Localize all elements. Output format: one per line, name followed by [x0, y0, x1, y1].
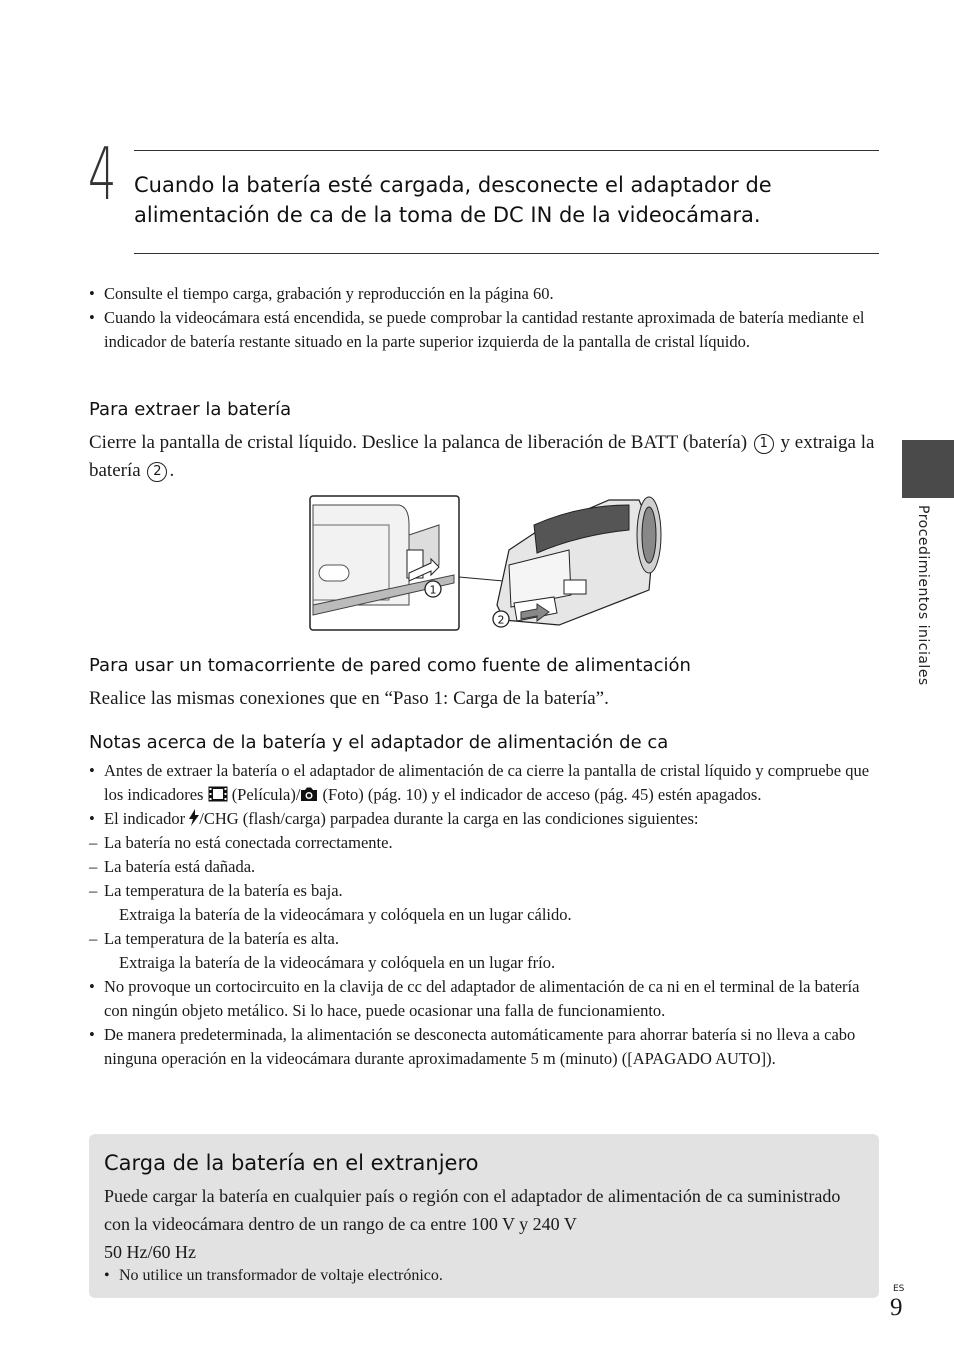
tomacorriente-text: Realice las mismas conexiones que en “Paso 1: Carga de la batería”. — [89, 688, 609, 709]
dash-item: – La temperatura de la batería es baja. — [89, 881, 343, 900]
camera-icon — [300, 787, 318, 802]
extraer-text: Cierre la pantalla de cristal líquido. Deslice la palanca de liberación de BATT (batería) 1 y extraiga la batería 2 . — [89, 432, 875, 481]
callout-1: 1 — [429, 583, 437, 597]
section-tab-label: Procedimientos iniciales — [915, 505, 931, 686]
battery-removal-illustration — [309, 495, 559, 635]
top-rule — [134, 150, 879, 151]
top-notes — [89, 282, 879, 354]
marker-1: 1 — [754, 434, 774, 454]
bottom-rule — [134, 253, 879, 254]
dash-continuation: Extraiga la batería de la videocámara y colóquela en un lugar frío. — [119, 953, 556, 972]
note-item: • De manera predeterminada, la alimentación se desconecta automáticamente para ahorrar batería si no lleva a cabo ninguna operación en la videocámara durante aproximadamente 5 m (minuto) ([APAGADO AUTO]). — [89, 1023, 879, 1071]
note-item: • Antes de extraer la batería o el adaptador de alimentación de ca cierre la pantalla de cristal líquido y compruebe que los indicadores (Película)/ (Foto) (pág. 10) y el indicador de acceso (pág. 45) estén apagados. — [89, 759, 879, 807]
extranjero-title: Carga de la batería en el extranjero — [104, 1151, 479, 1175]
dash-item: – La temperatura de la batería es alta. — [89, 929, 339, 948]
step-number: 4 — [88, 132, 117, 216]
page-number: 9 — [890, 1294, 903, 1321]
dash-continuation: Extraiga la batería de la videocámara y colóquela en un lugar cálido. — [119, 905, 572, 924]
note-item: • El indicador /CHG (flash/carga) parpadea durante la carga en las condiciones siguientes: — [89, 807, 879, 831]
language-code: ES — [893, 1284, 905, 1294]
extranjero-note: • No utilice un transformador de voltaje electrónico. — [104, 1265, 443, 1287]
notas-list — [89, 759, 879, 1071]
notas-heading: Notas acerca de la batería y el adaptador de alimentación de ca — [89, 732, 669, 753]
section-tab — [902, 440, 954, 498]
movie-icon — [208, 786, 228, 802]
tomacorriente-heading: Para usar un tomacorriente de pared como fuente de alimentación — [89, 655, 691, 676]
note-item: • Cuando la videocámara está encendida, se puede comprobar la cantidad restante aproximada de batería mediante el indicador de batería restante situado en la parte superior izquierda de la pantalla de cristal líquido. — [89, 306, 879, 354]
step-text: Cuando la batería esté cargada, desconecte el adaptador de alimentación de ca de la toma de DC IN de la videocámara. — [134, 173, 772, 227]
flash-icon — [189, 809, 199, 826]
callout-2: 2 — [497, 613, 505, 627]
extranjero-body: Puede cargar la batería en cualquier país o región con el adaptador de alimentación de ca suministrado con la videocámara dentro de un rango de ca entre 100 V y 240 V 50 Hz/60 Hz — [104, 1186, 841, 1262]
marker-2: 2 — [147, 462, 167, 482]
extranjero-box — [89, 1134, 879, 1298]
dash-item: – La batería no está conectada correctamente. — [89, 833, 393, 852]
dash-item: – La batería está dañada. — [89, 857, 256, 876]
note-item: • No provoque un cortocircuito en la clavija de cc del adaptador de alimentación de ca ni en el terminal de la batería con ningún objeto metálico. Si lo hace, puede ocasionar una falla de funcionamiento. — [89, 975, 879, 1023]
extraer-heading: Para extraer la batería — [89, 399, 292, 420]
note-item: • Consulte el tiempo carga, grabación y reproducción en la página 60. — [89, 282, 879, 306]
